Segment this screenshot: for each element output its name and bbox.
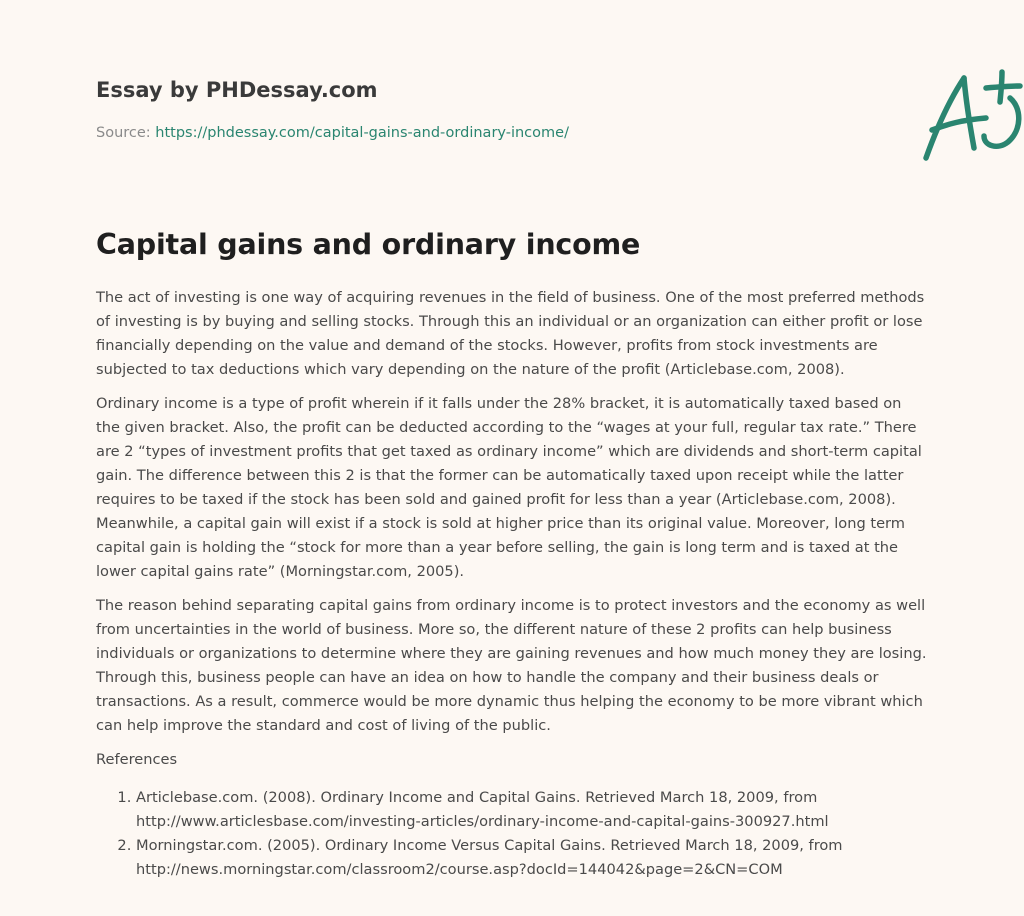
source-line — [96, 125, 569, 141]
essay-title: Capital gains and ordinary income — [96, 228, 641, 261]
a-plus-logo-icon — [914, 68, 1024, 164]
paragraph-1: The act of investing is one way of acquiring revenues in the field of business. One of the most preferred methods of investing is by buying and selling stocks. Through this an individual or an organization can either profit or lose financially depending on the value and demand of the stocks. However, profits from stock investments are subjected to tax deductions which vary depending on the nature of the profit (Articlebase.com, 2008). — [96, 289, 925, 378]
paragraph-2: Ordinary income is a type of profit wherein if it falls under the 28% bracket, it is automatically taxed based on the given bracket. Also, the profit can be deducted according to the “wages at your full, regular tax rate.” There are 2 “types of investment profits that get taxed as ordinary income” which are dividends and short-term capital gain. The difference between this 2 is that the former can be automatically taxed upon receipt while the latter requires to be taxed if the stock has been sold and gained profit for less than a year (Articlebase.com, 2008). Meanwhile, a capital gain will exist if a stock is sold at higher price than its original value. Moreover, long term capital gain is holding the “stock for more than a year before selling, the gain is long term and is taxed at the lower capital gains rate” (Morningstar.com, 2005). — [96, 395, 922, 580]
essay-body — [96, 286, 930, 882]
site-brand: Essay by PHDessay.com — [96, 78, 378, 102]
reference-item: 2. Morningstar.com. (2005). Ordinary Income Versus Capital Gains. Retrieved March 18, 2009, from http://news.morningstar.com/classroom2/course.asp?docId=144042&page=2&CN=COM — [136, 834, 930, 882]
references-heading: References — [96, 751, 178, 768]
source-link[interactable]: https://phdessay.com/capital-gains-and-ordinary-income/ — [155, 125, 569, 141]
references-list — [96, 786, 930, 882]
reference-item: 1. Articlebase.com. (2008). Ordinary Income and Capital Gains. Retrieved March 18, 2009, from http://www.articlesbase.com/investing-articles/ordinary-income-and-capital-gains-300927.html — [136, 786, 930, 834]
source-label: Source: — [96, 125, 151, 141]
paragraph-3: The reason behind separating capital gains from ordinary income is to protect investors and the economy as well from uncertainties in the world of business. More so, the different nature of these 2 profits can help business individuals or organizations to determine where they are gaining revenues and how much money they are losing. Through this, business people can have an idea on how to handle the company and their business deals or transactions. As a result, commerce would be more dynamic thus helping the economy to be more vibrant which can help improve the standard and cost of living of the public. — [96, 597, 927, 734]
